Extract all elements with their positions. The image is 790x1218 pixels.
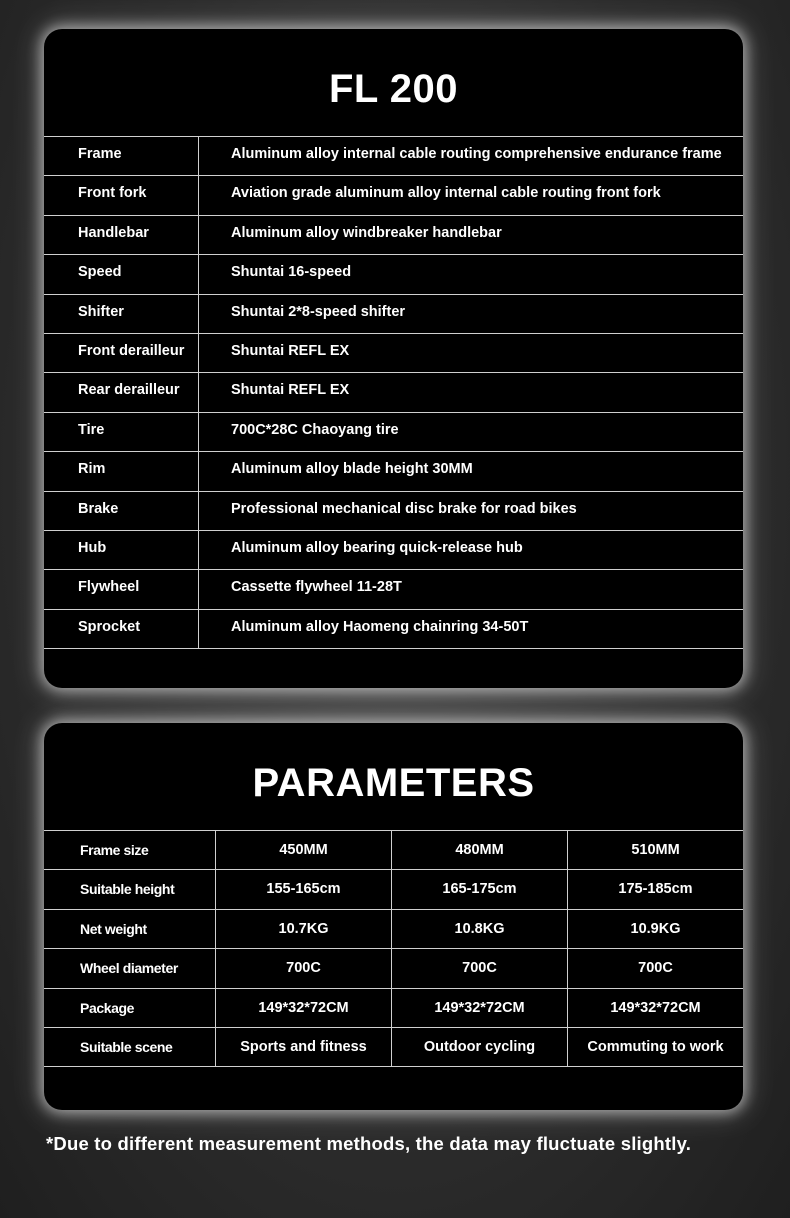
spec-row <box>44 372 743 411</box>
parameter-label: Suitable scene <box>44 1028 216 1066</box>
spec-row <box>44 569 743 608</box>
spec-label: Hub <box>44 531 199 569</box>
spec-label: Rim <box>44 452 199 490</box>
spec-label: Frame <box>44 137 199 175</box>
parameter-value: 700C <box>216 949 392 987</box>
parameter-value: 10.7KG <box>216 910 392 948</box>
spec-value: Aluminum alloy Haomeng chainring 34-50T <box>231 618 529 635</box>
parameter-row <box>44 948 743 987</box>
spec-row <box>44 609 743 649</box>
spec-value: Aluminum alloy windbreaker handlebar <box>231 224 502 241</box>
spec-value: Shuntai 16-speed <box>231 264 352 281</box>
spec-row <box>44 412 743 451</box>
parameter-row <box>44 1027 743 1067</box>
spec-value: 700C*28C Chaoyang tire <box>231 421 399 438</box>
spec-row <box>44 333 743 372</box>
parameter-value: 155-165cm <box>216 870 392 908</box>
parameters-table <box>44 830 743 1067</box>
spec-label: Rear derailleur <box>44 373 199 411</box>
parameter-value: 480MM <box>392 831 568 869</box>
spec-value: Aluminum alloy blade height 30MM <box>231 461 473 478</box>
spec-value: Aluminum alloy bearing quick-release hub <box>231 539 523 556</box>
spec-value: Cassette flywheel 11-28T <box>231 579 402 596</box>
specs-title: FL 200 <box>329 67 458 111</box>
spec-value: Professional mechanical disc brake for road bikes <box>231 500 577 517</box>
spec-value: Shuntai REFL EX <box>231 342 350 359</box>
spec-label: Tire <box>44 413 199 451</box>
spec-label: Handlebar <box>44 216 199 254</box>
specs-panel <box>44 29 743 688</box>
parameter-value: Outdoor cycling <box>392 1028 568 1066</box>
parameters-title: PARAMETERS <box>252 761 535 805</box>
parameter-label: Net weight <box>44 910 216 948</box>
spec-value: Shuntai 2*8-speed shifter <box>231 303 406 320</box>
spec-value: Aluminum alloy internal cable routing comprehensive endurance frame <box>231 146 722 162</box>
parameter-value: 149*32*72CM <box>216 989 392 1027</box>
parameter-row <box>44 830 743 869</box>
parameter-label: Wheel diameter <box>44 949 216 987</box>
parameter-value: 149*32*72CM <box>392 989 568 1027</box>
parameter-value: 165-175cm <box>392 870 568 908</box>
spec-value: Aviation grade aluminum alloy internal cable routing front fork <box>231 185 661 202</box>
spec-row <box>44 254 743 293</box>
parameter-value: 700C <box>638 960 673 977</box>
parameter-value: Commuting to work <box>587 1038 724 1055</box>
parameter-label: Suitable height <box>44 870 216 908</box>
parameter-row <box>44 869 743 908</box>
spec-label: Sprocket <box>44 610 199 648</box>
spec-row <box>44 294 743 333</box>
spec-row <box>44 491 743 530</box>
parameter-value: 10.8KG <box>392 910 568 948</box>
parameter-value: 175-185cm <box>618 881 693 898</box>
parameter-value: Sports and fitness <box>216 1028 392 1066</box>
spec-value: Shuntai REFL EX <box>231 382 350 399</box>
spec-row <box>44 451 743 490</box>
parameter-row <box>44 988 743 1027</box>
spec-row <box>44 530 743 569</box>
spec-label: Front fork <box>44 176 199 214</box>
parameter-value: 450MM <box>216 831 392 869</box>
specs-table <box>44 136 743 649</box>
spec-label: Shifter <box>44 295 199 333</box>
spec-row <box>44 215 743 254</box>
parameter-value: 10.9KG <box>630 920 681 937</box>
spec-label: Brake <box>44 492 199 530</box>
parameter-row <box>44 909 743 948</box>
spec-label: Speed <box>44 255 199 293</box>
spec-row <box>44 175 743 214</box>
parameter-value: 510MM <box>631 842 680 858</box>
parameter-value: 700C <box>392 949 568 987</box>
parameter-value: 149*32*72CM <box>610 999 701 1016</box>
parameters-panel <box>44 723 743 1110</box>
spec-row <box>44 136 743 175</box>
spec-label: Front derailleur <box>44 334 199 372</box>
footnote: *Due to different measurement methods, the data may fluctuate slightly. <box>46 1133 692 1154</box>
spec-label: Flywheel <box>44 570 199 608</box>
parameter-label: Package <box>44 989 216 1027</box>
parameter-label: Frame size <box>44 831 216 869</box>
